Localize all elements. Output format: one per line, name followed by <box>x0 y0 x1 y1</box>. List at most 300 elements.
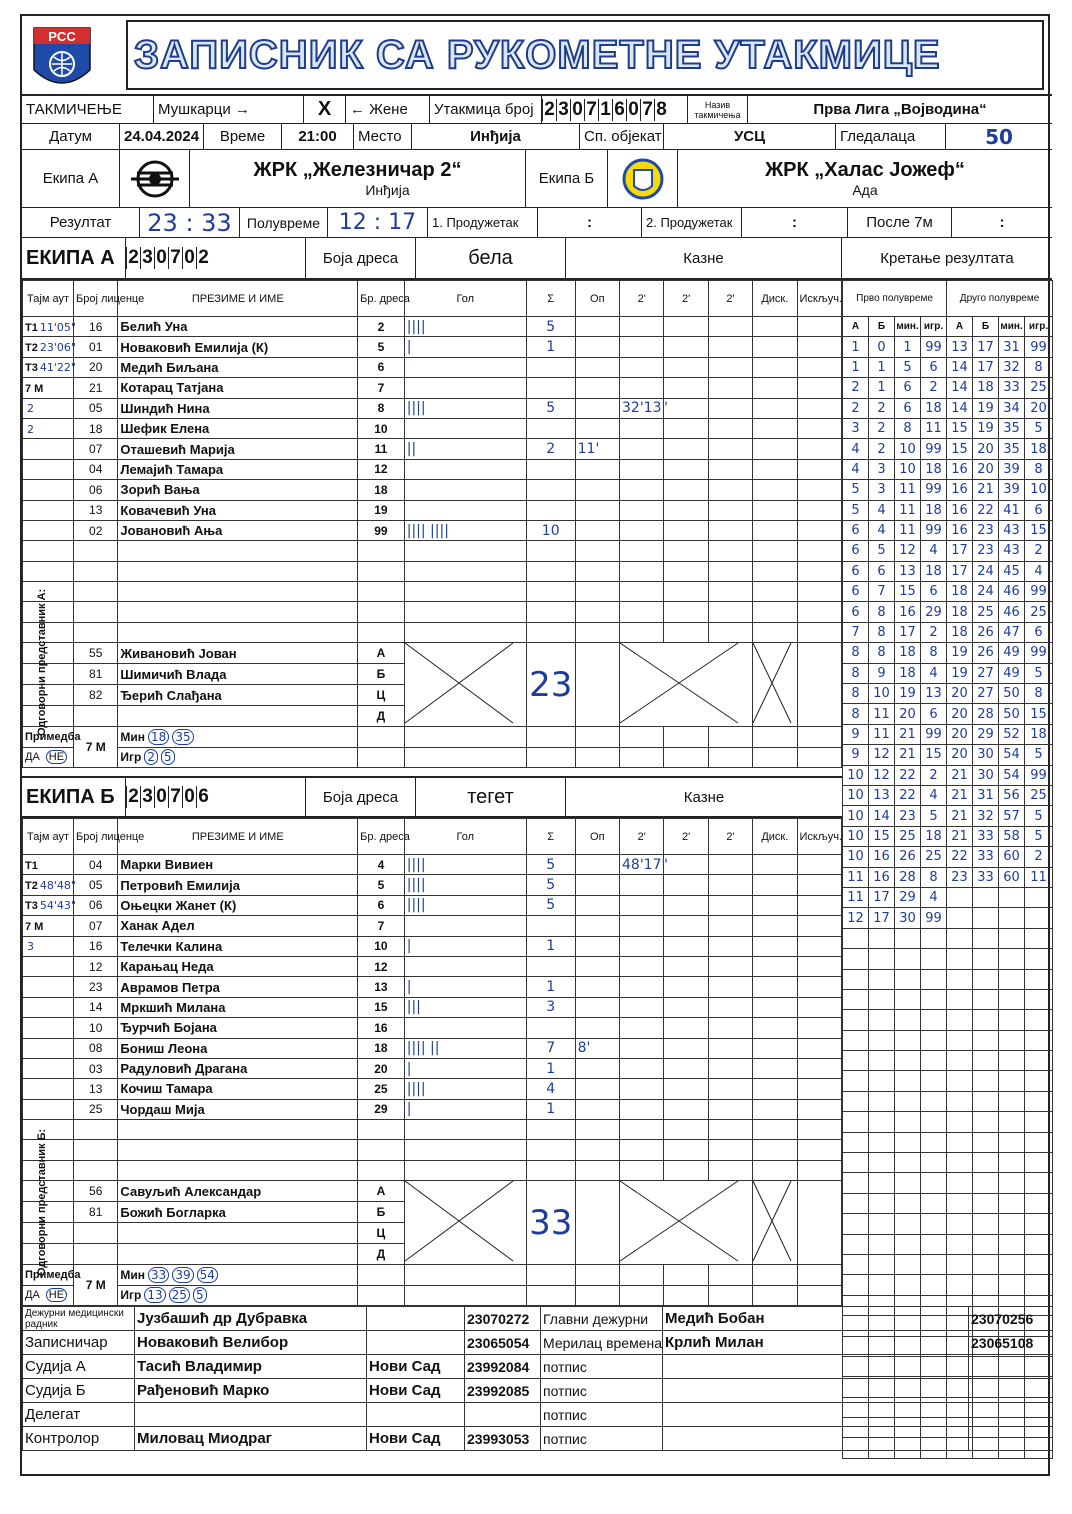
progress-cell[interactable] <box>869 1091 895 1111</box>
progress-cell[interactable]: 2 <box>843 378 869 398</box>
goal-sum[interactable]: 3 <box>526 997 575 1017</box>
progress-cell[interactable]: 5 <box>843 500 869 520</box>
goal-tally[interactable]: |||| |||| <box>404 520 526 540</box>
progress-cell[interactable]: 6 <box>843 520 869 540</box>
progress-cell[interactable]: 23 <box>947 867 973 887</box>
progress-cell[interactable]: 11 <box>843 887 869 907</box>
progress-cell[interactable] <box>973 1030 999 1050</box>
progress-cell[interactable]: 5 <box>921 806 947 826</box>
timeout-cell[interactable] <box>23 1099 74 1119</box>
empty-cell[interactable] <box>74 561 118 581</box>
progress-cell[interactable] <box>973 1051 999 1071</box>
progress-cell[interactable] <box>843 1132 869 1152</box>
progress-cell[interactable] <box>973 1214 999 1234</box>
progress-cell[interactable]: 15 <box>1025 520 1053 540</box>
penalty-cell[interactable] <box>797 936 842 956</box>
empty-cell[interactable] <box>620 1120 664 1140</box>
progress-cell[interactable]: 32 <box>999 357 1025 377</box>
progress-cell[interactable]: 33 <box>973 847 999 867</box>
empty-cell[interactable] <box>753 1160 797 1180</box>
penalty-cell[interactable] <box>753 1038 797 1058</box>
empty-cell[interactable] <box>797 561 842 581</box>
progress-cell[interactable] <box>843 1193 869 1213</box>
penalty-cell[interactable] <box>753 357 797 377</box>
progress-cell[interactable]: 18 <box>895 663 921 683</box>
note-cell[interactable] <box>797 727 842 747</box>
penalty-cell[interactable] <box>708 317 752 337</box>
goal-tally[interactable]: |||| <box>404 895 526 915</box>
note-cell[interactable] <box>797 747 842 767</box>
empty-cell[interactable] <box>118 541 358 561</box>
progress-cell[interactable]: 12 <box>843 908 869 928</box>
penalty-cell[interactable] <box>708 997 752 1017</box>
penalty-cell[interactable] <box>753 337 797 357</box>
progress-cell[interactable] <box>947 1275 973 1295</box>
progress-cell[interactable]: 8 <box>1025 459 1053 479</box>
progress-cell[interactable] <box>869 928 895 948</box>
progress-cell[interactable]: 20 <box>973 459 999 479</box>
progress-cell[interactable]: 18 <box>921 826 947 846</box>
penalty-cell[interactable] <box>797 1038 842 1058</box>
progress-cell[interactable]: 5 <box>1025 826 1053 846</box>
penalty-cell[interactable] <box>708 398 752 418</box>
progress-cell[interactable] <box>895 1010 921 1030</box>
progress-cell[interactable] <box>999 969 1025 989</box>
penalty-cell[interactable] <box>797 459 842 479</box>
progress-cell[interactable] <box>895 1071 921 1091</box>
progress-cell[interactable] <box>973 1071 999 1091</box>
penalty-cell[interactable] <box>797 997 842 1017</box>
penalty-cell[interactable] <box>664 1018 708 1038</box>
progress-cell[interactable]: 16 <box>947 520 973 540</box>
progress-cell[interactable] <box>947 1254 973 1274</box>
goal-sum[interactable] <box>526 916 575 936</box>
progress-cell[interactable]: 20 <box>895 704 921 724</box>
warning-cell[interactable] <box>575 480 619 500</box>
timeout-cell[interactable] <box>23 561 74 581</box>
goal-sum[interactable]: 5 <box>526 317 575 337</box>
progress-cell[interactable] <box>869 969 895 989</box>
note-yes-no[interactable] <box>23 747 74 767</box>
goal-tally[interactable]: |||| <box>404 1079 526 1099</box>
progress-cell[interactable] <box>1025 989 1053 1009</box>
progress-cell[interactable] <box>921 1010 947 1030</box>
progress-cell[interactable]: 99 <box>921 480 947 500</box>
goal-sum[interactable]: 2 <box>526 439 575 459</box>
warning-cell[interactable] <box>575 916 619 936</box>
progress-cell[interactable]: 18 <box>947 622 973 642</box>
progress-cell[interactable] <box>895 949 921 969</box>
goal-sum[interactable] <box>526 378 575 398</box>
progress-cell[interactable]: 5 <box>895 357 921 377</box>
penalty-1-cell[interactable] <box>620 378 664 398</box>
progress-cell[interactable] <box>947 1071 973 1091</box>
progress-cell[interactable]: 3 <box>869 459 895 479</box>
progress-cell[interactable] <box>895 1091 921 1111</box>
progress-cell[interactable]: 17 <box>973 357 999 377</box>
progress-cell[interactable] <box>947 1234 973 1254</box>
empty-cell[interactable] <box>358 622 405 642</box>
note-cell[interactable] <box>358 1265 405 1285</box>
progress-cell[interactable]: 6 <box>921 704 947 724</box>
progress-cell[interactable]: 20 <box>947 724 973 744</box>
penalty-cell[interactable] <box>797 418 842 438</box>
penalty-cell[interactable] <box>708 936 752 956</box>
progress-cell[interactable]: 39 <box>999 480 1025 500</box>
penalty-cell[interactable] <box>753 936 797 956</box>
penalty-cell[interactable] <box>753 378 797 398</box>
progress-cell[interactable]: 14 <box>947 398 973 418</box>
timeout-cell[interactable] <box>23 997 74 1017</box>
progress-cell[interactable] <box>1025 1030 1053 1050</box>
empty-cell[interactable] <box>664 582 708 602</box>
penalty-cell[interactable] <box>797 398 842 418</box>
progress-cell[interactable] <box>843 1173 869 1193</box>
progress-cell[interactable] <box>1025 1275 1053 1295</box>
progress-cell[interactable]: 11 <box>895 520 921 540</box>
progress-cell[interactable]: 21 <box>947 806 973 826</box>
empty-cell[interactable] <box>753 561 797 581</box>
progress-cell[interactable]: 18 <box>921 398 947 418</box>
penalty-cell[interactable] <box>753 520 797 540</box>
penalty-cell[interactable] <box>708 977 752 997</box>
progress-cell[interactable] <box>843 928 869 948</box>
timeout-cell[interactable] <box>23 520 74 540</box>
progress-cell[interactable] <box>1025 1173 1053 1193</box>
note-cell[interactable] <box>575 747 619 767</box>
note-cell[interactable] <box>753 1285 797 1305</box>
progress-cell[interactable]: 6 <box>843 602 869 622</box>
goal-tally[interactable] <box>404 480 526 500</box>
progress-cell[interactable]: 10 <box>843 785 869 805</box>
warning-cell[interactable]: 8' <box>575 1038 619 1058</box>
progress-cell[interactable] <box>921 1214 947 1234</box>
progress-cell[interactable]: 14 <box>947 378 973 398</box>
goal-sum[interactable]: 4 <box>526 1079 575 1099</box>
penalty-cell[interactable] <box>664 1058 708 1078</box>
progress-cell[interactable]: 6 <box>1025 500 1053 520</box>
progress-cell[interactable] <box>869 1234 895 1254</box>
penalty-cell[interactable] <box>708 956 752 976</box>
progress-cell[interactable] <box>1025 908 1053 928</box>
empty-cell[interactable] <box>526 622 575 642</box>
progress-cell[interactable]: 4 <box>921 785 947 805</box>
progress-cell[interactable]: 13 <box>921 684 947 704</box>
empty-cell[interactable] <box>118 602 358 622</box>
progress-cell[interactable] <box>947 887 973 907</box>
progress-cell[interactable] <box>895 1173 921 1193</box>
warning-cell[interactable] <box>575 997 619 1017</box>
progress-cell[interactable]: 8 <box>843 643 869 663</box>
progress-cell[interactable] <box>973 1254 999 1274</box>
warning-cell[interactable] <box>575 459 619 479</box>
progress-cell[interactable]: 4 <box>921 541 947 561</box>
penalty-1-cell[interactable] <box>620 520 664 540</box>
empty-cell[interactable] <box>753 602 797 622</box>
progress-cell[interactable]: 16 <box>895 602 921 622</box>
progress-cell[interactable] <box>1025 1010 1053 1030</box>
progress-cell[interactable]: 31 <box>973 785 999 805</box>
progress-cell[interactable] <box>1025 1112 1053 1132</box>
progress-cell[interactable]: 4 <box>869 500 895 520</box>
progress-cell[interactable] <box>869 949 895 969</box>
penalty-1-cell[interactable] <box>620 977 664 997</box>
progress-cell[interactable]: 22 <box>895 765 921 785</box>
note-cell[interactable] <box>526 747 575 767</box>
note-cell[interactable] <box>664 1285 708 1305</box>
empty-cell[interactable] <box>708 1160 752 1180</box>
progress-cell[interactable]: 17 <box>869 887 895 907</box>
empty-cell[interactable] <box>526 1160 575 1180</box>
progress-cell[interactable]: 19 <box>973 398 999 418</box>
progress-cell[interactable]: 6 <box>895 398 921 418</box>
warning-cell[interactable] <box>575 855 619 875</box>
progress-cell[interactable] <box>999 1051 1025 1071</box>
penalty-cell[interactable] <box>664 956 708 976</box>
progress-cell[interactable] <box>843 1091 869 1111</box>
progress-cell[interactable]: 0 <box>869 337 895 357</box>
penalty-cell[interactable] <box>664 378 708 398</box>
progress-cell[interactable]: 99 <box>921 520 947 540</box>
empty-cell[interactable] <box>118 1120 358 1140</box>
progress-cell[interactable] <box>947 928 973 948</box>
progress-cell[interactable] <box>947 1193 973 1213</box>
progress-cell[interactable]: 4 <box>843 439 869 459</box>
progress-cell[interactable]: 50 <box>999 684 1025 704</box>
note-cell[interactable] <box>358 747 405 767</box>
penalty-1-cell[interactable] <box>620 500 664 520</box>
progress-cell[interactable] <box>921 1071 947 1091</box>
empty-cell[interactable] <box>358 582 405 602</box>
progress-cell[interactable]: 13 <box>869 785 895 805</box>
progress-cell[interactable] <box>1025 928 1053 948</box>
progress-cell[interactable]: 49 <box>999 663 1025 683</box>
progress-cell[interactable]: 18 <box>921 500 947 520</box>
empty-cell[interactable] <box>74 602 118 622</box>
progress-cell[interactable] <box>947 1091 973 1111</box>
progress-cell[interactable]: 60 <box>999 847 1025 867</box>
timeout-cell[interactable] <box>23 956 74 976</box>
timeout-cell[interactable] <box>23 480 74 500</box>
progress-cell[interactable] <box>999 928 1025 948</box>
progress-cell[interactable] <box>947 949 973 969</box>
penalty-1-cell[interactable] <box>620 997 664 1017</box>
progress-cell[interactable]: 2 <box>1025 541 1053 561</box>
progress-cell[interactable]: 5 <box>869 541 895 561</box>
progress-cell[interactable] <box>869 1173 895 1193</box>
progress-cell[interactable]: 7 <box>869 582 895 602</box>
progress-cell[interactable] <box>1025 887 1053 907</box>
progress-cell[interactable]: 35 <box>999 418 1025 438</box>
progress-cell[interactable]: 54 <box>999 765 1025 785</box>
progress-cell[interactable]: 10 <box>895 459 921 479</box>
empty-cell[interactable] <box>404 1160 526 1180</box>
progress-cell[interactable] <box>869 1275 895 1295</box>
progress-cell[interactable] <box>973 887 999 907</box>
penalty-1-cell[interactable]: 32'13" <box>620 398 664 418</box>
goal-tally[interactable] <box>404 500 526 520</box>
progress-cell[interactable]: 45 <box>999 561 1025 581</box>
progress-cell[interactable]: 11 <box>843 867 869 887</box>
penalty-cell[interactable] <box>753 418 797 438</box>
progress-cell[interactable] <box>1025 1132 1053 1152</box>
empty-cell[interactable] <box>575 582 619 602</box>
progress-cell[interactable]: 25 <box>973 602 999 622</box>
progress-cell[interactable]: 8 <box>843 684 869 704</box>
empty-cell[interactable] <box>797 622 842 642</box>
penalty-cell[interactable] <box>708 337 752 357</box>
timeout-cell[interactable] <box>23 977 74 997</box>
progress-cell[interactable] <box>895 1254 921 1274</box>
progress-cell[interactable]: 8 <box>895 418 921 438</box>
note-cell[interactable] <box>358 1285 405 1305</box>
penalty-cell[interactable] <box>708 439 752 459</box>
penalty-cell[interactable] <box>708 895 752 915</box>
penalty-cell[interactable] <box>753 977 797 997</box>
progress-cell[interactable] <box>973 928 999 948</box>
progress-cell[interactable] <box>947 1153 973 1173</box>
progress-cell[interactable]: 11 <box>869 704 895 724</box>
penalty-cell[interactable] <box>753 1058 797 1078</box>
empty-cell[interactable] <box>753 582 797 602</box>
penalty-cell[interactable] <box>753 1079 797 1099</box>
penalty-cell[interactable] <box>797 855 842 875</box>
goal-tally[interactable] <box>404 956 526 976</box>
warning-cell[interactable] <box>575 895 619 915</box>
note-cell[interactable] <box>526 1285 575 1305</box>
empty-cell[interactable] <box>404 582 526 602</box>
progress-cell[interactable]: 11 <box>1025 867 1053 887</box>
progress-cell[interactable]: 6 <box>843 582 869 602</box>
progress-cell[interactable]: 6 <box>869 561 895 581</box>
penalty-cell[interactable] <box>708 357 752 377</box>
progress-cell[interactable] <box>973 1112 999 1132</box>
progress-cell[interactable]: 18 <box>1025 439 1053 459</box>
progress-cell[interactable] <box>921 1132 947 1152</box>
progress-cell[interactable]: 5 <box>1025 663 1053 683</box>
progress-cell[interactable] <box>999 1153 1025 1173</box>
note-yes-no[interactable] <box>23 1285 74 1305</box>
goal-tally[interactable] <box>404 378 526 398</box>
penalty-1-cell[interactable] <box>620 1038 664 1058</box>
progress-cell[interactable]: 50 <box>999 704 1025 724</box>
goal-sum[interactable] <box>526 500 575 520</box>
progress-cell[interactable] <box>869 1193 895 1213</box>
warning-cell[interactable] <box>575 1018 619 1038</box>
progress-cell[interactable]: 99 <box>1025 643 1053 663</box>
progress-cell[interactable]: 19 <box>947 663 973 683</box>
warning-cell[interactable] <box>575 520 619 540</box>
empty-cell[interactable] <box>620 602 664 622</box>
progress-cell[interactable] <box>869 1112 895 1132</box>
penalty-cell[interactable] <box>753 997 797 1017</box>
progress-cell[interactable]: 4 <box>869 520 895 540</box>
progress-cell[interactable]: 16 <box>947 459 973 479</box>
progress-cell[interactable]: 29 <box>895 887 921 907</box>
goal-sum[interactable]: 1 <box>526 977 575 997</box>
empty-cell[interactable] <box>118 622 358 642</box>
progress-cell[interactable] <box>895 1030 921 1050</box>
progress-cell[interactable]: 9 <box>843 745 869 765</box>
empty-cell[interactable] <box>575 1160 619 1180</box>
timeout-cell[interactable] <box>23 1018 74 1038</box>
progress-cell[interactable]: 4 <box>843 459 869 479</box>
progress-cell[interactable] <box>999 1193 1025 1213</box>
goal-sum[interactable] <box>526 418 575 438</box>
progress-cell[interactable]: 22 <box>895 785 921 805</box>
note-no[interactable]: НЕ <box>46 1288 67 1302</box>
progress-cell[interactable] <box>973 1173 999 1193</box>
warning-cell[interactable] <box>575 936 619 956</box>
progress-cell[interactable]: 19 <box>947 643 973 663</box>
progress-cell[interactable]: 11 <box>895 500 921 520</box>
progress-cell[interactable]: 20 <box>1025 398 1053 418</box>
progress-cell[interactable]: 6 <box>895 378 921 398</box>
progress-cell[interactable]: 25 <box>921 847 947 867</box>
progress-cell[interactable]: 8 <box>843 704 869 724</box>
penalty-1-cell[interactable] <box>620 895 664 915</box>
progress-cell[interactable]: 23 <box>973 520 999 540</box>
progress-cell[interactable]: 10 <box>843 847 869 867</box>
progress-cell[interactable]: 1 <box>869 378 895 398</box>
penalty-cell[interactable] <box>664 317 708 337</box>
penalty-1-cell[interactable] <box>620 956 664 976</box>
goal-sum[interactable]: 1 <box>526 936 575 956</box>
goal-sum[interactable] <box>526 956 575 976</box>
empty-cell[interactable] <box>620 1140 664 1160</box>
progress-cell[interactable]: 43 <box>999 541 1025 561</box>
progress-cell[interactable]: 13 <box>947 337 973 357</box>
progress-cell[interactable]: 15 <box>947 439 973 459</box>
progress-cell[interactable]: 20 <box>973 439 999 459</box>
warning-cell[interactable]: 11' <box>575 439 619 459</box>
warning-cell[interactable] <box>575 357 619 377</box>
progress-cell[interactable] <box>999 1132 1025 1152</box>
goal-tally[interactable]: | <box>404 337 526 357</box>
progress-cell[interactable]: 10 <box>843 826 869 846</box>
progress-cell[interactable] <box>947 908 973 928</box>
progress-cell[interactable] <box>999 1091 1025 1111</box>
progress-cell[interactable] <box>973 1193 999 1213</box>
note-cell[interactable] <box>753 747 797 767</box>
empty-cell[interactable] <box>708 582 752 602</box>
goal-sum[interactable] <box>526 480 575 500</box>
progress-cell[interactable]: 17 <box>869 908 895 928</box>
penalty-cell[interactable] <box>753 916 797 936</box>
empty-cell[interactable] <box>708 602 752 622</box>
penalty-1-cell[interactable] <box>620 1099 664 1119</box>
progress-cell[interactable]: 2 <box>921 378 947 398</box>
progress-cell[interactable]: 31 <box>999 337 1025 357</box>
progress-cell[interactable] <box>895 1153 921 1173</box>
penalty-cell[interactable] <box>797 956 842 976</box>
penalty-1-cell[interactable]: 48'17" <box>620 855 664 875</box>
goal-sum[interactable]: 5 <box>526 855 575 875</box>
progress-cell[interactable] <box>895 969 921 989</box>
empty-cell[interactable] <box>526 1120 575 1140</box>
progress-cell[interactable] <box>999 989 1025 1009</box>
empty-cell[interactable] <box>575 602 619 622</box>
empty-cell[interactable] <box>664 1120 708 1140</box>
progress-cell[interactable] <box>921 1254 947 1274</box>
note-cell[interactable] <box>797 1285 842 1305</box>
note-cell[interactable] <box>404 1265 526 1285</box>
penalty-cell[interactable] <box>797 500 842 520</box>
progress-cell[interactable]: 34 <box>999 398 1025 418</box>
penalty-cell[interactable] <box>797 480 842 500</box>
goal-tally[interactable]: ||| <box>404 997 526 1017</box>
note-cell[interactable] <box>753 727 797 747</box>
